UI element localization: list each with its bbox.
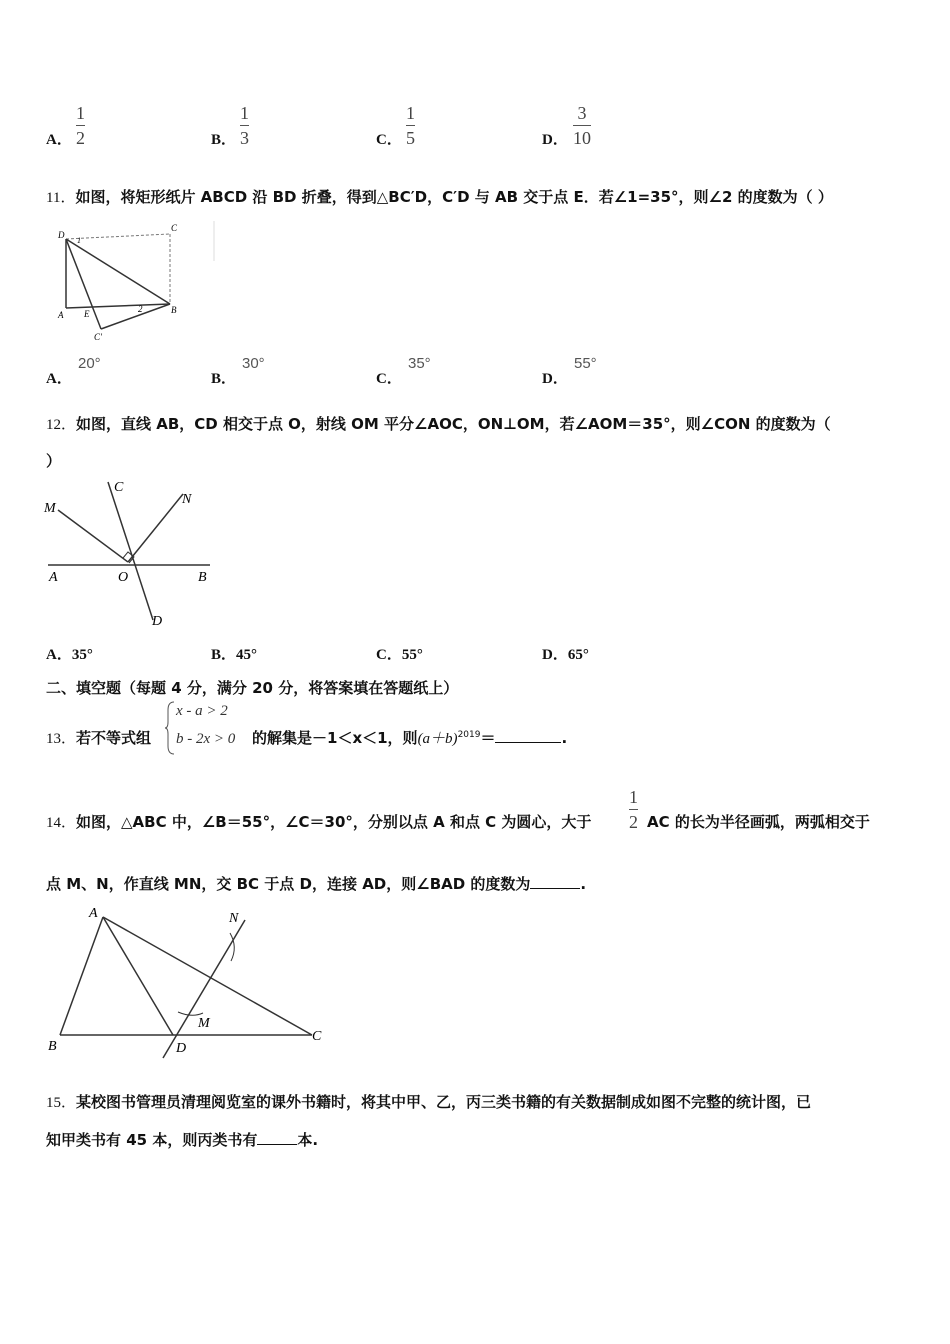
q13-equals: ＝ [480, 729, 496, 747]
q11-option-a-value: 20° [78, 355, 101, 372]
label-o: O [118, 570, 129, 585]
letter: B． [211, 647, 237, 663]
q14-text-line2: 点 M、N，作直线 MN，交 BC 于点 D，连接 AD，则∠BAD 的度数为 [46, 875, 531, 893]
q14-half-fraction [629, 788, 638, 831]
q13-inequality-2: b - 2x > 0 [176, 731, 236, 747]
q12-option-d [542, 643, 589, 664]
q10-option-a-fraction [76, 104, 85, 147]
denominator: 10 [573, 128, 591, 148]
label-b: B [171, 305, 177, 315]
q14-end: . [580, 875, 587, 893]
q12-option-c [376, 643, 423, 664]
q14-stem-line1 [46, 811, 591, 832]
q12-option-a [46, 643, 93, 664]
q11-option-d-value: 55° [574, 355, 597, 372]
q13-inequality-1: x - a > 2 [176, 703, 228, 719]
q13-end: . [561, 729, 568, 747]
q13-rest [252, 727, 567, 748]
q13-expression: (a＋b) [417, 731, 458, 747]
q12-text: 如图，直线 AB，CD 相交于点 O，射线 OM 平分∠AOC，ON⊥OM，若∠AOM＝35°，则∠CON 的度数为（ [76, 415, 831, 433]
q13-exponent: 2019 [457, 730, 481, 740]
letter: D． [542, 371, 568, 387]
letter: B． [211, 371, 237, 387]
label-b: B [198, 570, 207, 585]
q13-number: 13． [46, 731, 77, 747]
label-a: A [58, 310, 64, 320]
letter: C． [376, 371, 402, 387]
q11-option-b [211, 367, 236, 388]
q13-prefix: 若不等式组 [76, 729, 152, 747]
section-2-heading: 二、填空题（每题 4 分，满分 20 分，将答案填在答题纸上） [46, 679, 459, 697]
label-d: D [152, 614, 163, 629]
label-c: C [312, 1029, 322, 1044]
q15-stem-line1 [46, 1091, 811, 1112]
denominator: 2 [76, 128, 85, 148]
value: 55° [401, 647, 423, 663]
label-n: N [229, 911, 239, 926]
q10-option-d-fraction [573, 104, 591, 147]
numerator: 1 [240, 103, 249, 123]
label-a: A [49, 570, 58, 585]
value: 35° [71, 647, 93, 663]
denominator: 2 [629, 812, 638, 832]
q11-option-c [376, 367, 402, 388]
q15-answer-blank[interactable] [257, 1130, 297, 1145]
q13-suffix: 的解集是－1＜x＜1，则 [252, 729, 418, 747]
q11-number: 11． [46, 190, 76, 206]
numerator: 1 [629, 787, 638, 807]
label-d: D [176, 1041, 187, 1056]
q14-stem-line2 [46, 873, 586, 894]
q11-figure [46, 216, 226, 346]
q13-answer-blank[interactable] [495, 728, 561, 743]
q11-option-b-value: 30° [242, 355, 265, 372]
q11-option-a [46, 367, 72, 388]
numerator: 3 [577, 103, 587, 123]
q11-option-d [542, 367, 568, 388]
q10-option-c-letter: C． [376, 132, 402, 148]
letter: C． [376, 647, 402, 663]
q11-text: 如图，将矩形纸片 ABCD 沿 BD 折叠，得到△BC′D，C′D 与 AB 交于点 E．若∠1=35°，则∠2 的度数为（ ） [75, 188, 833, 206]
label-c: C [114, 480, 124, 495]
q15-text-a: 知甲类书有 45 本，则丙类书有 [46, 1131, 258, 1149]
label-c-prime: C′ [94, 332, 102, 342]
q15-text-line1: 某校图书管理员清理阅览室的课外书籍时，将其中甲、乙，丙三类书籍的有关数据制成如图不完整的统计图，已 [76, 1093, 812, 1111]
q13-brace [164, 700, 176, 756]
q15-text-b: 本. [297, 1131, 319, 1149]
letter: A． [46, 647, 72, 663]
q10-option-d-letter: D． [542, 132, 568, 148]
label-a: A [89, 906, 98, 921]
label-c: C [171, 223, 178, 233]
denominator: 3 [240, 128, 249, 148]
q14-number: 14． [46, 815, 77, 831]
letter: A． [46, 371, 72, 387]
q14-text-b: AC 的长为半径画弧，两弧相交于 [647, 813, 870, 831]
label-n: N [182, 492, 192, 507]
value: 65° [567, 647, 589, 663]
q10-option-a-letter: A． [46, 132, 72, 148]
q11-stem [46, 186, 833, 207]
denominator: 5 [406, 128, 415, 148]
q12-number: 12． [46, 417, 77, 433]
label-m: M [198, 1016, 210, 1031]
label-b: B [48, 1039, 57, 1054]
label-d: D [58, 230, 65, 240]
q14-figure [44, 900, 344, 1060]
numerator: 1 [406, 103, 415, 123]
angle-2-label: 2 [138, 304, 143, 314]
angle-1-label: 1 [77, 236, 81, 245]
q12-stem-line2: ） [46, 452, 62, 470]
numerator: 1 [76, 103, 85, 123]
q10-option-c-fraction [406, 104, 415, 147]
label-e: E [84, 309, 90, 319]
label-m: M [44, 501, 56, 516]
q10-option-b-letter: B． [211, 132, 237, 148]
q12-figure [40, 472, 220, 632]
q11-option-c-value: 35° [408, 355, 431, 372]
q14-answer-blank[interactable] [530, 874, 580, 889]
q15-stem-line2 [46, 1129, 318, 1150]
q14-text-a: 如图，△ABC 中，∠B＝55°，∠C＝30°，分别以点 A 和点 C 为圆心，大于 [76, 813, 592, 831]
q15-number: 15． [46, 1095, 77, 1111]
letter: D． [542, 647, 568, 663]
q13-stem [46, 727, 151, 748]
q10-option-b-fraction [240, 104, 249, 147]
q12-option-b [211, 643, 257, 664]
q12-stem-line1 [46, 413, 831, 434]
value: 45° [236, 647, 258, 663]
